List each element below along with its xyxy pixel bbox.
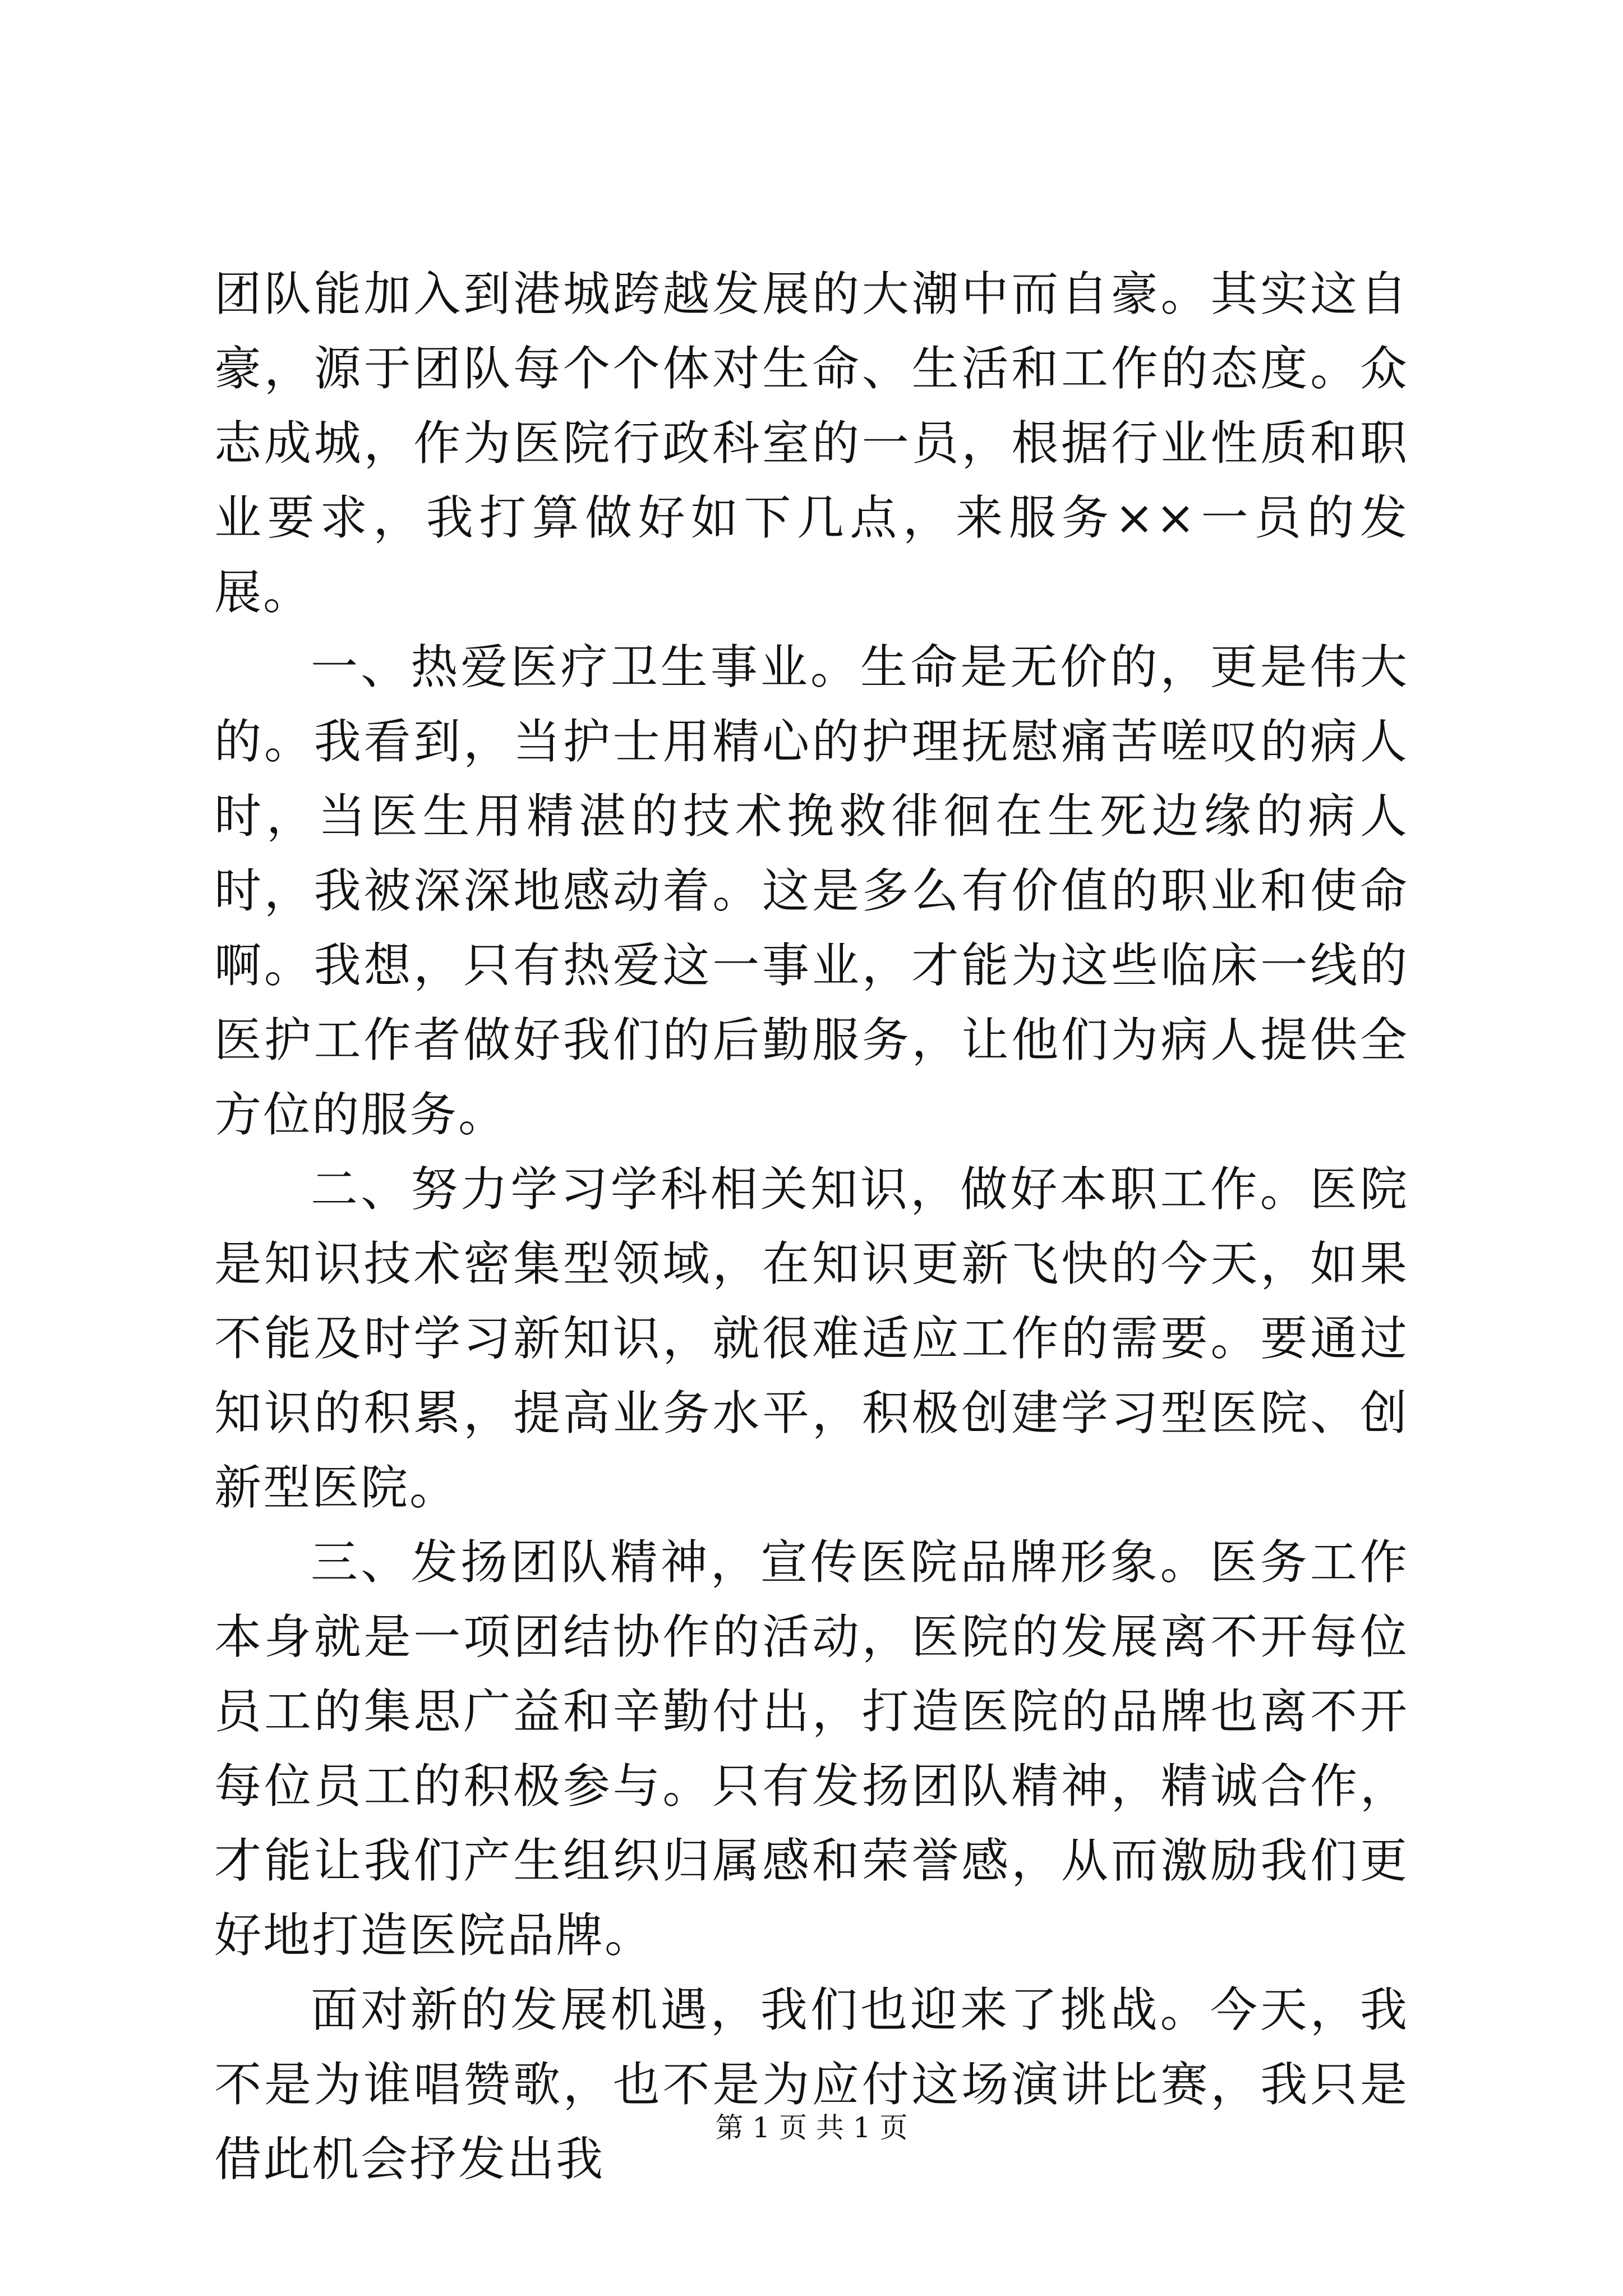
- paragraph-section-three: 三、发扬团队精神，宣传医院品牌形象。医务工作本身就是一项团结协作的活动，医院的发展离不开每位员工的集思广益和辛勤付出，打造医院的品牌也离不开每位员工的积极参与。只有发扬团队精神，精诚合作，才能让我们产生组织归属感和荣誉感，从而激励我们更好地打造医院品牌。: [214, 1535, 1409, 1963]
- paragraph-section-two: 二、努力学习学科相关知识，做好本职工作。医院是知识技术密集型领域，在知识更新飞快的今天，如果不能及时学习新知识，就很难适应工作的需要。要通过知识的积累，提高业务水平，积极创建学习型医院、创新型医院。: [214, 1162, 1409, 1515]
- page-number-footer: 第 1 页 共 1 页: [715, 2111, 908, 2144]
- paragraph-closing: 面对新的发展机遇，我们也迎来了挑战。今天，我不是为谁唱赞歌，也不是为应付这场演讲比赛，我只是借此机会抒发出我: [214, 1982, 1409, 2187]
- document-body: [214, 257, 1409, 2197]
- paragraph-continuation: 团队能加入到港城跨越发展的大潮中而自豪。其实这自豪，源于团队每个个体对生命、生活和工作的态度。众志成城，作为医院行政科室的一员，根据行业性质和职业要求，我打算做好如下几点，来服务××一员的发展。: [214, 266, 1409, 620]
- paragraph-section-one: 一、热爱医疗卫生事业。生命是无价的，更是伟大的。我看到，当护士用精心的护理抚慰痛苦嗟叹的病人时，当医生用精湛的技术挽救徘徊在生死边缘的病人时，我被深深地感动着。这是多么有价值的职业和使命啊。我想，只有热爱这一事业，才能为这些临床一线的医护工作者做好我们的后勤服务，让他们为病人提供全方位的服务。: [214, 639, 1409, 1142]
